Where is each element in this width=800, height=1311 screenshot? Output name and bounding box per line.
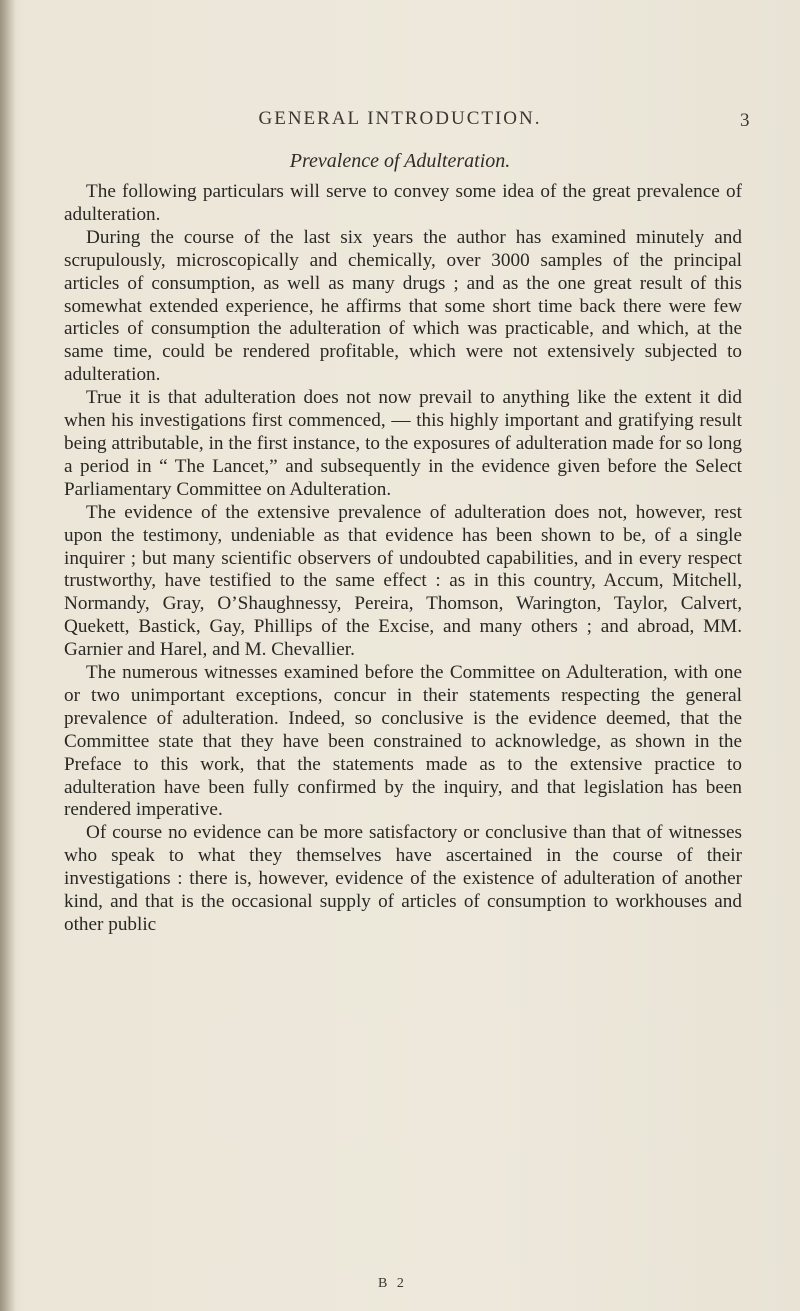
signature-mark: B 2 xyxy=(378,1276,407,1291)
paragraph: The evidence of the extensive prevalence of adulteration does not, however, rest upon the testimony, undeniable as that evidence has been shown to be, of a single inquirer ; but many scientific observers of undoubted capabilities, and in every respect trustworthy, have testified to the same effect : as in this country, Accum, Mitchell, Normandy, Gray, O’Shaughnessy, Pereira, Thomson, Warington, Taylor, Calvert, Quekett, Bastick, Gay, Phillips of the Excise, and many others ; and abroad, MM. Garnier and Harel, and M. Chevallier. xyxy=(64,501,742,661)
paragraph: The numerous witnesses examined before the Committee on Adulteration, with one or two unimportant exceptions, concur in their statements respecting the general prevalence of adulteration. Indeed, so conclusive is the evidence deemed, that the Committee state that they have been constrained to acknowledge, as shown in the Preface to this work, that the statements made as to the extensive practice to adulteration have been fully confirmed by the inquiry, and that legislation has been rendered imperative. xyxy=(64,662,742,821)
paragraph: True it is that adulteration does not now prevail to anything like the extent it did when his investigations first commenced, — this highly important and gratifying result being attributable, in the first instance, to the exposures of adulteration made for so long a period in “ The Lancet,” and subsequently in the evidence given before the Select Parliamentary Committee on Adulteration. xyxy=(64,387,742,500)
paragraph: The following particulars will serve to convey some idea of the great prevalence of adulteration. xyxy=(64,181,742,225)
paragraph: During the course of the last six years the author has examined minutely and scrupulously, microscopically and chemically, over 3000 samples of the principal articles of consumption, as well as many drugs ; and as the one great result of this somewhat extended experience, he affirms that some short time back there were few articles of consumption the adulteration of which was practicable, and which, at the same time, could be rendered profitable, which were not extensively subjected to adulteration. xyxy=(64,226,742,386)
body-text xyxy=(64,181,742,937)
running-head: GENERAL INTRODUCTION. xyxy=(258,108,542,129)
paragraph: Of course no evidence can be more satisfactory or conclusive than that of witnesses who speak to what they themselves have ascertained in the course of their investigations : there is, however, evidence of the existence of adulteration of another kind, and that is the occasional supply of articles of consumption to workhouses and other public xyxy=(64,822,742,935)
page-number: 3 xyxy=(740,110,750,131)
gutter-shadow xyxy=(0,0,16,1311)
section-title: Prevalence of Adulteration. xyxy=(289,150,511,172)
